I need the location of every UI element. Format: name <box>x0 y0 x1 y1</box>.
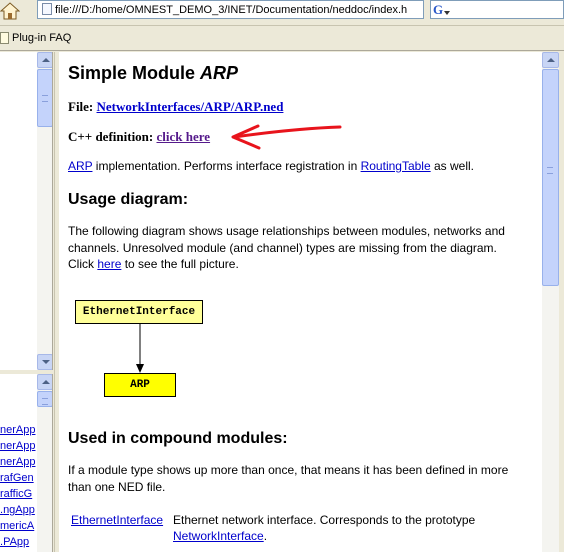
module-list <box>0 422 37 550</box>
bookmarks-toolbar <box>0 26 564 51</box>
scroll-down-button[interactable] <box>37 354 53 370</box>
file-line: File: NetworkInterfaces/ARP/ARP.ned <box>68 99 284 114</box>
sidebar-top-scrollbar[interactable] <box>37 52 53 370</box>
list-item[interactable]: nerApp <box>0 456 36 468</box>
diagram-module-ethernetinterface[interactable]: EthernetInterface <box>75 300 203 324</box>
ned-file-link[interactable]: NetworkInterfaces/ARP/ARP.ned <box>96 99 284 114</box>
list-item[interactable]: mericA <box>0 520 35 532</box>
scroll-thumb[interactable] <box>37 391 53 407</box>
scroll-up-button[interactable] <box>37 374 53 390</box>
cpp-definition-line: C++ definition: click here <box>68 129 211 144</box>
compound-description: If a module type shows up more than once, that means it has been defined in more than one NED file. <box>68 463 509 494</box>
scroll-up-button[interactable] <box>542 52 559 68</box>
page-title: Simple Module ARP <box>68 63 239 83</box>
list-item[interactable]: nerApp <box>0 440 36 452</box>
address-dropdown-button[interactable] <box>417 0 424 19</box>
home-icon[interactable] <box>0 1 20 21</box>
content-frame <box>59 52 542 552</box>
bookmark-label: Plug-in FAQ <box>12 32 72 44</box>
address-input[interactable] <box>37 0 418 19</box>
scroll-thumb[interactable] <box>542 69 559 286</box>
usage-diagram-heading: Usage diagram: <box>68 191 189 208</box>
ethernetinterface-description: Ethernet network interface. Corresponds to the prototype NetworkInterface. <box>173 513 476 543</box>
compound-modules-heading: Used in compound modules: <box>68 430 288 447</box>
usage-description: The following diagram shows usage relationships between modules, networks and channels. Unresolved module (and channel) types are missing from the diagram. Click here to see the full picture. <box>68 224 505 271</box>
module-name: ARP <box>200 63 239 83</box>
routing-table-link[interactable]: RoutingTable <box>360 159 431 173</box>
full-picture-link[interactable]: here <box>97 257 122 271</box>
networkinterface-link[interactable]: NetworkInterface <box>173 529 264 543</box>
address-toolbar <box>0 0 564 26</box>
module-description: ARP implementation. Performs interface registration in RoutingTable as well. <box>68 159 475 173</box>
bookmark-plugin-faq[interactable] <box>0 30 71 48</box>
scroll-up-button[interactable] <box>37 52 53 68</box>
arp-link[interactable]: ARP <box>68 159 93 173</box>
google-search-icon[interactable]: G <box>433 2 451 18</box>
frame-splitter[interactable] <box>54 52 58 552</box>
list-item[interactable]: PApp. <box>0 536 30 548</box>
page-icon <box>42 3 52 15</box>
sidebar-top-pane <box>0 52 53 370</box>
sidebar-bottom-pane <box>0 374 53 552</box>
window-edge <box>559 52 564 552</box>
sidebar-bottom-scrollbar[interactable] <box>37 374 53 552</box>
list-item[interactable]: nerApp <box>0 424 36 436</box>
scroll-thumb[interactable] <box>37 69 53 127</box>
list-item[interactable]: rafficG <box>0 488 33 500</box>
diagram-module-arp[interactable]: ARP <box>104 373 176 397</box>
list-item[interactable]: rafGen <box>0 472 34 484</box>
content-scrollbar[interactable] <box>542 52 559 552</box>
ethernetinterface-link[interactable]: EthernetInterface <box>71 513 164 527</box>
cpp-definition-link[interactable]: click here <box>156 129 211 144</box>
search-box[interactable] <box>430 0 564 19</box>
list-item[interactable]: ngApp. <box>0 504 35 516</box>
address-url: file:///D:/home/OMNEST_DEMO_3/INET/Documentation/neddoc/index.h <box>55 4 408 16</box>
diagram-connector <box>68 52 268 412</box>
bookmark-page-icon <box>0 32 9 44</box>
